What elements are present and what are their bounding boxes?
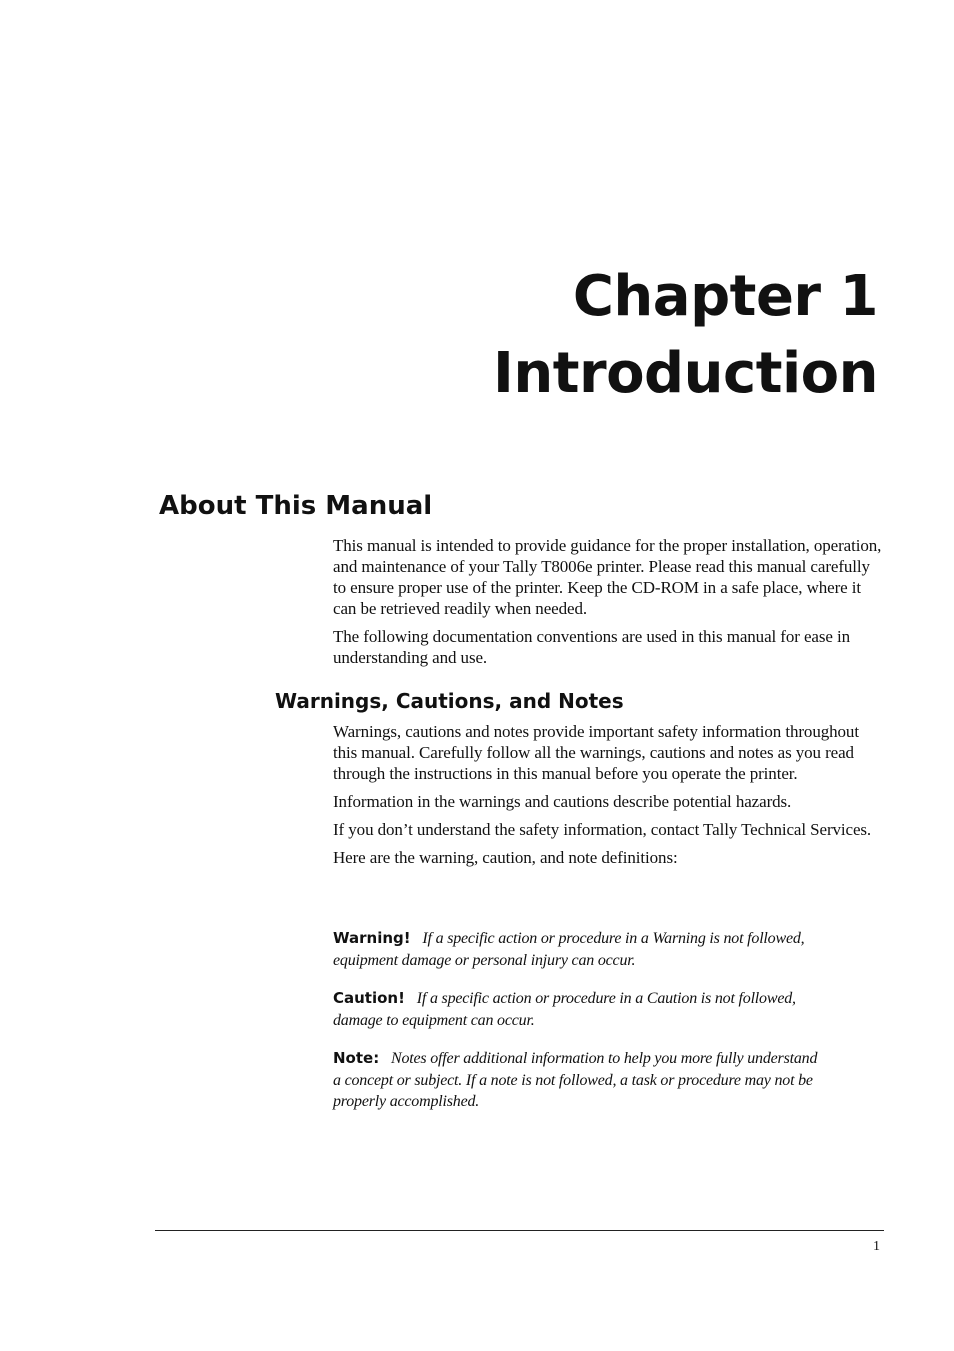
chapter-title	[493, 258, 878, 412]
note-text: Notes offer additional information to help you more fully understand a concept or subject. If a note is not followed, a task or procedure may not be properly accomplished.	[333, 1050, 818, 1110]
about-paragraph-2: The following documentation conventions are used in this manual for ease in understanding and use.	[333, 627, 851, 667]
caution-text: If a specific action or procedure in a Caution is not followed, damage to equipment can occur.	[333, 990, 796, 1029]
warnings-paragraph-2: Information in the warnings and cautions describe potential hazards.	[333, 792, 792, 811]
section-heading-about-this-manual: About This Manual	[159, 491, 433, 521]
warnings-paragraph-3: If you don’t understand the safety information, contact Tally Technical Services.	[333, 820, 872, 839]
warning-text: If a specific action or procedure in a Warning is not followed, equipment damage or personal injury can occur.	[333, 930, 805, 969]
subsection-heading-warnings-cautions-notes: Warnings, Cautions, and Notes	[275, 689, 624, 713]
warning-definition	[333, 928, 828, 971]
page-number: 1	[873, 1239, 880, 1254]
note-label: Note:	[333, 1049, 380, 1067]
warning-label: Warning!	[333, 929, 411, 947]
about-paragraph-1: This manual is intended to provide guidance for the proper installation, operation, and maintenance of your Tally T8006e printer. Please read this manual carefully to ensure proper use of the printer. Keep the CD-ROM in a safe place, where it can be retrieved readily when needed.	[333, 536, 882, 618]
footer-divider	[155, 1230, 884, 1231]
warnings-paragraph-4: Here are the warning, caution, and note definitions:	[333, 848, 678, 867]
caution-definition	[333, 988, 828, 1031]
warnings-section-body	[333, 721, 883, 875]
warnings-paragraph-1: Warnings, cautions and notes provide important safety information throughout this manual. Carefully follow all the warnings, cautions and notes as you read through the instructions in this manual before you operate the printer.	[333, 722, 859, 783]
chapter-name: Introduction	[492, 341, 878, 406]
chapter-number: Chapter 1	[572, 264, 878, 329]
note-definition	[333, 1048, 828, 1113]
caution-label: Caution!	[333, 989, 405, 1007]
about-section-body	[333, 535, 883, 675]
